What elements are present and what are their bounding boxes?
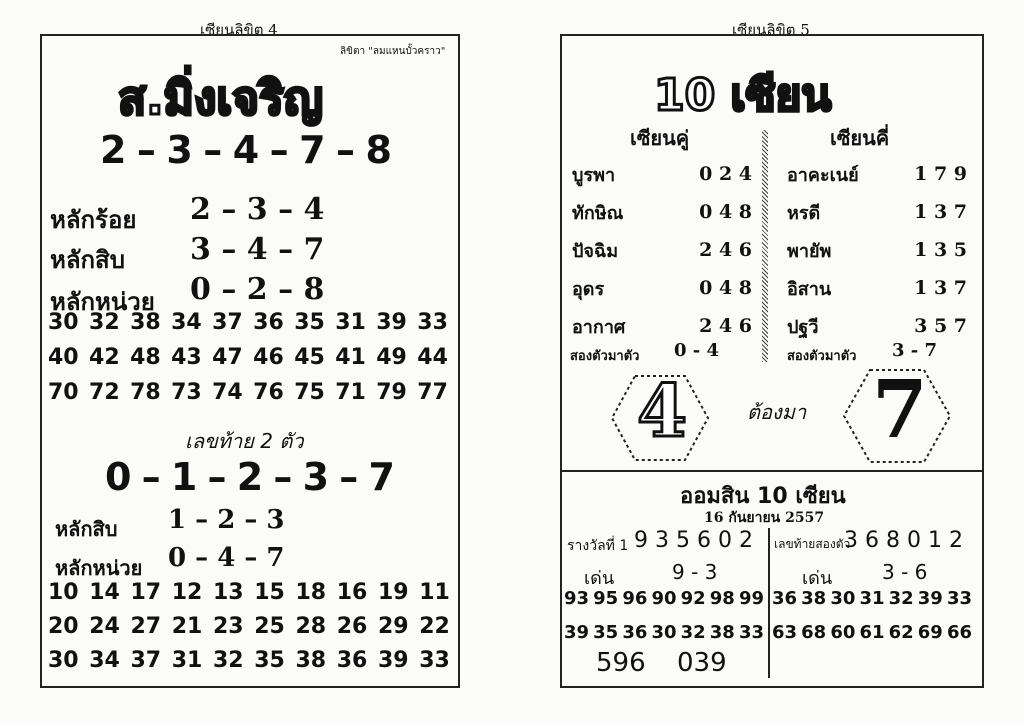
even-rows <box>572 155 752 345</box>
bottom-grid-cell: 10 <box>48 580 79 605</box>
right-title: 10 เซียน <box>654 70 832 121</box>
bottom-grid-cell: 39 <box>378 648 409 673</box>
bottom-grid-cell: 34 <box>89 648 120 673</box>
lower-left-cell: 90 <box>651 588 677 609</box>
bottom-grid-cell: 29 <box>378 614 409 639</box>
top-grid-cell: 70 <box>48 380 79 405</box>
dash: – <box>136 128 156 172</box>
even-label: ทักษิณ <box>572 202 624 224</box>
big-left-digit: 4 <box>637 368 688 453</box>
lead-label-left: เด่น <box>584 568 615 589</box>
top-grid-cell: 42 <box>89 345 120 370</box>
lower-right-cell: 36 <box>772 588 798 609</box>
lower-right-cell: 30 <box>830 588 856 609</box>
lead-right: 3 - 6 <box>882 560 928 584</box>
last2-label: เลขท้ายสองตัว <box>774 537 851 551</box>
lower-left-cell: 32 <box>680 622 706 643</box>
top-grid-cell: 76 <box>253 380 284 405</box>
top-grid-cell: 30 <box>48 310 79 335</box>
top-grid-cell: 75 <box>294 380 325 405</box>
last2-digits: 3 6 8 0 1 2 <box>844 528 963 553</box>
bottom-grid-cell: 27 <box>130 614 162 639</box>
bottom-grid-cell: 32 <box>213 648 244 673</box>
lower-left-cell: 30 <box>651 622 677 643</box>
main-number: 7 <box>299 128 326 172</box>
bottom-grid-cell: 25 <box>254 614 285 639</box>
bottom-grid-cell: 30 <box>48 648 79 673</box>
lower-right-row <box>772 622 972 656</box>
dash: – <box>339 455 359 499</box>
top-grid-cell: 71 <box>335 380 366 405</box>
main-numbers <box>100 128 392 172</box>
lower-right-row <box>772 588 972 622</box>
lower-right-cell: 60 <box>830 622 856 643</box>
two-digit-label: เลขท้าย 2 ตัว <box>185 429 304 453</box>
main-number: 2 <box>100 128 127 172</box>
odd-row <box>787 193 967 231</box>
two-digit-number: 3 <box>302 455 330 499</box>
bottom-grid-cell: 17 <box>130 580 162 605</box>
lower-right-cell: 33 <box>946 588 972 609</box>
two-digit-number: 1 <box>170 455 198 499</box>
bottom-grid-cell: 31 <box>171 648 203 673</box>
section-divider <box>560 470 984 472</box>
odd-label: อาคะเนย์ <box>787 164 859 186</box>
top-grid-cell: 72 <box>89 380 120 405</box>
top-grid-cell: 40 <box>48 345 79 370</box>
odd-rows <box>787 155 967 345</box>
even-label: อุดร <box>572 278 605 300</box>
lower-right-cell: 68 <box>801 622 827 643</box>
lower-left-cell: 36 <box>622 622 648 643</box>
lower-left-cell: 33 <box>738 622 764 643</box>
even-row <box>572 155 752 193</box>
position-label-units: หลักหน่วย <box>50 288 155 316</box>
top-grid-cell: 79 <box>376 380 407 405</box>
odd-digits: 1 7 9 <box>914 163 967 185</box>
dash: – <box>207 455 227 499</box>
final-left: 596 <box>596 648 646 678</box>
odd-row <box>787 155 967 193</box>
top-grid-cell: 44 <box>417 345 448 370</box>
even-digits: 0 4 8 <box>699 201 752 223</box>
must-come-label: ต้องมา <box>747 400 807 424</box>
bottom-grid-cell: 12 <box>171 580 203 605</box>
position-label-tens: หลักสิบ <box>50 246 125 274</box>
lower-left-cell: 93 <box>564 588 590 609</box>
bottom-grid-row <box>48 648 450 682</box>
even-row <box>572 307 752 345</box>
top-grid-cell: 48 <box>130 345 161 370</box>
lower-right-cell: 69 <box>917 622 943 643</box>
two-digit-number: 0 <box>105 455 132 499</box>
top-grid-cell: 47 <box>212 345 243 370</box>
top-grid-cell: 77 <box>417 380 448 405</box>
odd-label: ปฐวี <box>787 316 819 338</box>
position-label-hundreds: หลักร้อย <box>50 206 137 234</box>
bottom-grid-cell: 20 <box>48 614 79 639</box>
bottom-grid-cell: 37 <box>130 648 162 673</box>
top-grid-cell: 43 <box>171 345 202 370</box>
final-right: 039 <box>677 648 727 678</box>
lower-left-cell: 99 <box>738 588 764 609</box>
position-digits-units: 0 – 2 – 8 <box>190 272 325 307</box>
two-position-label-units: หลักหน่วย <box>55 556 143 580</box>
dash: – <box>141 455 161 499</box>
even-digits: 0 2 4 <box>699 163 752 185</box>
prize1-label: รางวัลที่ 1 <box>567 538 629 554</box>
top-grid-cell: 34 <box>171 310 202 335</box>
top-grid-cell: 78 <box>130 380 161 405</box>
section-title: ออมสิน 10 เซียน <box>680 484 846 509</box>
main-number: 3 <box>166 128 193 172</box>
two-digit-number: 2 <box>236 455 264 499</box>
lower-right-cell: 32 <box>888 588 914 609</box>
odd-row <box>787 269 967 307</box>
odd-digits: 1 3 7 <box>914 277 967 299</box>
lower-left-cell: 39 <box>564 622 590 643</box>
dash: – <box>269 128 289 172</box>
right-page <box>512 0 1024 724</box>
odd-digits: 1 3 7 <box>914 201 967 223</box>
left-page-header: เซียนลิขิต 4 <box>200 21 278 39</box>
lower-right-cell: 62 <box>888 622 914 643</box>
top-grid-cell: 33 <box>417 310 448 335</box>
even-digits: 2 4 6 <box>699 315 752 337</box>
even-heading: เซียนคู่ <box>630 126 690 150</box>
lower-left-cell: 92 <box>680 588 706 609</box>
bottom-grid-cell: 36 <box>336 648 368 673</box>
top-grid-cell: 38 <box>130 310 161 335</box>
left-title: ส.มิ่งเจริญ <box>118 71 323 125</box>
top-grid-row <box>48 380 448 415</box>
right-page-header: เซียนลิขิต 5 <box>732 21 810 39</box>
center-divider <box>762 130 768 362</box>
top-grid-cell: 36 <box>253 310 284 335</box>
top-grid-cell: 35 <box>294 310 325 335</box>
dash: – <box>335 128 355 172</box>
lower-left-cell: 95 <box>593 588 619 609</box>
lower-right-cell: 63 <box>772 622 798 643</box>
bottom-grid-cell: 11 <box>419 580 450 605</box>
prize1-digits: 9 3 5 6 0 2 <box>634 528 753 553</box>
lower-left-row <box>564 588 764 622</box>
even-digits: 0 4 8 <box>699 277 752 299</box>
even-row <box>572 193 752 231</box>
bottom-grid-cell: 14 <box>89 580 120 605</box>
two-position-label-tens: หลักสิบ <box>55 517 118 541</box>
lower-left-row <box>564 622 764 656</box>
bottom-grid-cell: 28 <box>295 614 327 639</box>
odd-pair: 3 - 7 <box>892 340 938 361</box>
top-grid-cell: 32 <box>89 310 120 335</box>
bottom-grid-cell: 23 <box>213 614 244 639</box>
even-row <box>572 231 752 269</box>
lower-left-cell: 98 <box>709 588 735 609</box>
bottom-grid-row <box>48 614 450 648</box>
top-grid-row <box>48 310 448 345</box>
bottom-grid-cell: 33 <box>419 648 450 673</box>
two-position-digits-tens: 1 – 2 – 3 <box>168 505 285 535</box>
bottom-grid-cell: 38 <box>295 648 327 673</box>
lower-right-cell: 31 <box>859 588 885 609</box>
bottom-grid-cell: 22 <box>419 614 450 639</box>
bottom-grid-cell: 19 <box>378 580 409 605</box>
number-grid-bottom <box>48 580 450 682</box>
even-pair: 0 - 4 <box>674 340 720 361</box>
top-grid-cell: 46 <box>253 345 284 370</box>
bottom-grid-cell: 21 <box>171 614 203 639</box>
odd-heading: เซียนคี่ <box>830 126 890 150</box>
section-date: 16 กันยายน 2557 <box>704 510 825 526</box>
number-grid-top <box>48 310 448 415</box>
lead-label-right: เด่น <box>802 568 833 589</box>
even-label: ปัจฉิม <box>572 240 619 262</box>
bottom-grid-cell: 24 <box>89 614 120 639</box>
even-label: อากาศ <box>572 316 626 338</box>
odd-row <box>787 231 967 269</box>
dash: – <box>203 128 223 172</box>
main-number: 4 <box>232 128 260 172</box>
bottom-grid-row <box>48 580 450 614</box>
bottom-grid-cell: 13 <box>213 580 244 605</box>
odd-pair-label: สองตัวมาตัว <box>787 349 857 364</box>
odd-row <box>787 307 967 345</box>
two-position-digits-units: 0 – 4 – 7 <box>168 543 285 573</box>
top-grid-row <box>48 345 448 380</box>
top-grid-cell: 39 <box>376 310 407 335</box>
dash: – <box>273 455 293 499</box>
top-grid-cell: 31 <box>335 310 366 335</box>
lower-grid-right <box>772 588 972 656</box>
odd-label: พายัพ <box>787 240 832 262</box>
bottom-grid-cell: 18 <box>295 580 327 605</box>
two-digit-number: 7 <box>368 455 395 499</box>
lower-left-cell: 35 <box>593 622 619 643</box>
odd-digits: 3 5 7 <box>914 315 967 337</box>
lower-left-cell: 38 <box>709 622 735 643</box>
lower-right-cell: 39 <box>917 588 943 609</box>
position-digits-hundreds: 2 – 3 – 4 <box>190 192 325 227</box>
lower-right-cell: 61 <box>859 622 885 643</box>
top-grid-cell: 37 <box>212 310 243 335</box>
main-number: 8 <box>365 128 392 172</box>
odd-digits: 1 3 5 <box>914 239 967 261</box>
odd-label: หรดี <box>787 202 821 224</box>
lower-grid-left <box>564 588 764 656</box>
bottom-grid-cell: 15 <box>254 580 285 605</box>
position-digits-tens: 3 – 4 – 7 <box>190 232 325 267</box>
even-digits: 2 4 6 <box>699 239 752 261</box>
bottom-grid-cell: 16 <box>336 580 368 605</box>
odd-label: อิสาน <box>787 278 832 300</box>
credit-text: ลิขิตา "ลมแหนบั้วคราว" <box>340 46 446 57</box>
bottom-grid-cell: 35 <box>254 648 285 673</box>
bottom-divider <box>768 528 770 678</box>
two-digit-numbers <box>105 455 395 499</box>
top-grid-cell: 73 <box>171 380 202 405</box>
even-label: บูรพา <box>572 164 616 186</box>
even-pair-label: สองตัวมาตัว <box>570 349 640 364</box>
even-row <box>572 269 752 307</box>
top-grid-cell: 49 <box>376 345 407 370</box>
lower-left-cell: 96 <box>622 588 648 609</box>
top-grid-cell: 41 <box>335 345 366 370</box>
top-grid-cell: 45 <box>294 345 325 370</box>
top-grid-cell: 74 <box>212 380 243 405</box>
lower-right-cell: 38 <box>801 588 827 609</box>
lead-left: 9 - 3 <box>672 560 718 584</box>
big-right-digit: 7 <box>872 362 928 456</box>
lower-right-cell: 66 <box>946 622 972 643</box>
bottom-grid-cell: 26 <box>336 614 368 639</box>
